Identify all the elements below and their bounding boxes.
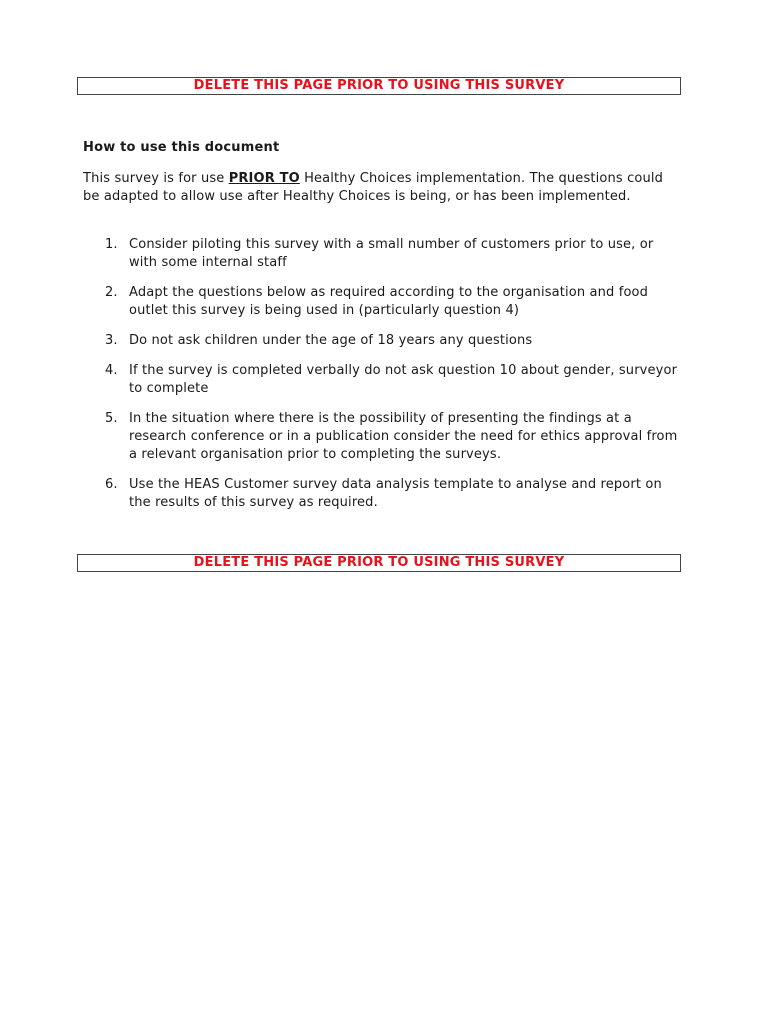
instruction-item-6: [83, 476, 683, 512]
intro-emphasis: PRIOR TO: [228, 171, 300, 186]
instruction-item-5: [83, 410, 683, 464]
intro-suffix: Healthy Choices implementation. The questions could be adapted to allow use after Healthy Choices is being, or has been implemented.: [83, 171, 664, 204]
instruction-text: Consider piloting this survey with a small number of customers prior to use, or with some internal staff: [129, 237, 654, 270]
instruction-number: 5.: [105, 411, 118, 426]
delete-page-banner-bottom: [77, 554, 681, 572]
delete-page-banner-top-text: DELETE THIS PAGE PRIOR TO USING THIS SURVEY: [193, 78, 565, 93]
instruction-item-3: [83, 332, 683, 350]
delete-page-banner-top: [77, 77, 681, 95]
delete-page-banner-bottom-text: DELETE THIS PAGE PRIOR TO USING THIS SURVEY: [193, 555, 565, 570]
instruction-number: 2.: [105, 285, 118, 300]
instruction-text: Adapt the questions below as required according to the organisation and food outlet this survey is being used in (particularly question 4): [129, 285, 649, 318]
instruction-item-4: [83, 362, 683, 398]
instruction-number: 6.: [105, 477, 118, 492]
instruction-text: If the survey is completed verbally do not ask question 10 about gender, surveyor to complete: [129, 363, 678, 396]
instruction-number: 3.: [105, 333, 118, 348]
instruction-text: Do not ask children under the age of 18 years any questions: [129, 333, 533, 348]
instruction-item-2: [83, 284, 683, 320]
instruction-text: In the situation where there is the possibility of presenting the findings at a research conference or in a publication consider the need for ethics approval from a relevant organisation prior to completing the surveys.: [129, 411, 678, 462]
section-heading: How to use this document: [83, 140, 280, 155]
instruction-number: 4.: [105, 363, 118, 378]
intro-paragraph: [83, 170, 683, 206]
instruction-list: [83, 236, 683, 524]
intro-prefix: This survey is for use: [83, 171, 229, 186]
instruction-number: 1.: [105, 237, 118, 252]
instruction-text: Use the HEAS Customer survey data analysis template to analyse and report on the results of this survey as required.: [129, 477, 662, 510]
instruction-item-1: [83, 236, 683, 272]
